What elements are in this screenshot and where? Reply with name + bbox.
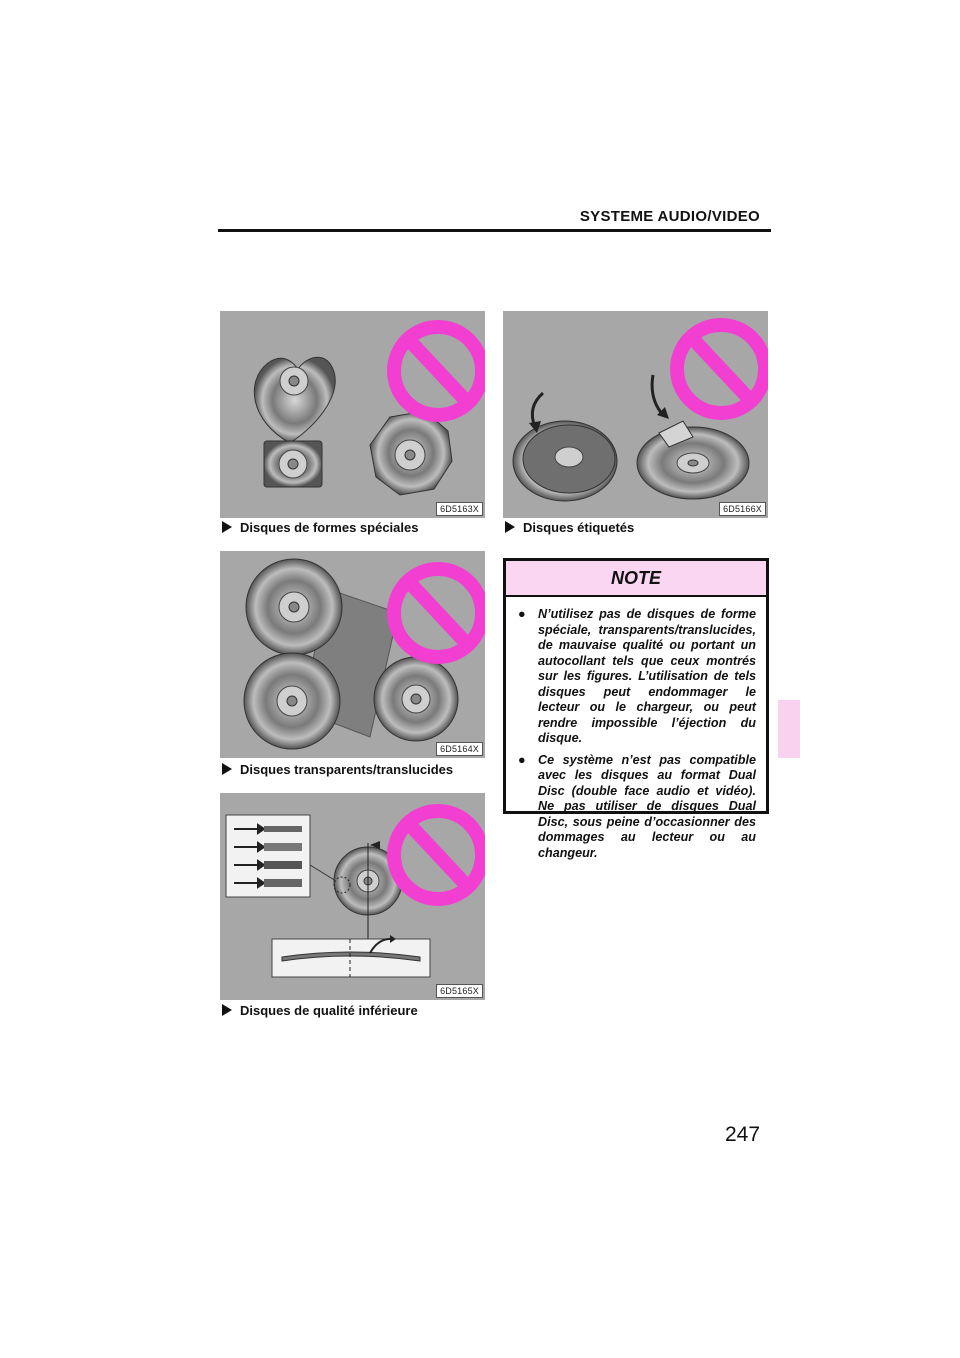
disc-image xyxy=(244,653,340,749)
prohibition-icon xyxy=(677,325,765,413)
figure-code: 6D5165X xyxy=(436,984,483,998)
note-list xyxy=(506,597,766,861)
figure-transparent-discs xyxy=(220,551,485,758)
caption-text: Disques de qualité inférieure xyxy=(240,1003,418,1018)
page-number: 247 xyxy=(725,1123,761,1146)
bullet-icon: ● xyxy=(518,752,526,767)
figure-labeled-discs xyxy=(503,311,768,518)
caption-text: Disques transparents/translucides xyxy=(240,762,454,777)
disc-image xyxy=(513,421,617,501)
figure-low-quality-discs xyxy=(220,793,485,1000)
section-title: SYSTEME AUDIO/VIDEO xyxy=(579,208,760,225)
bullet-icon: ● xyxy=(518,607,526,621)
figure-special-shape-discs xyxy=(220,311,485,518)
note-item-text: N’utilisez pas de disques de forme spéciale, transparents/translucides, de mauvaise qualité ou portant un autocollant tels que ceux montrés sur les figures. L’utilisation de tels disques peut endommager le lecteur ou le chargeur, ou peut rendre impossible l’éjection du disque. xyxy=(538,607,756,745)
figure-caption xyxy=(222,1003,418,1018)
note-item xyxy=(516,753,756,862)
disc-image xyxy=(374,657,458,741)
figure-caption xyxy=(505,520,634,535)
section-tab-marker xyxy=(778,700,800,758)
caption-text: Disques étiquetés xyxy=(523,520,635,535)
header-divider xyxy=(218,229,771,232)
disc-image xyxy=(637,421,749,499)
note-item-text: Ce système n’est pas compatible avec les disques au format Dual Disc (double face audio et vidéo). Ne pas utiliser de disques Dual Disc, sous peine d’occasionner des dommages au lecteur ou au changeur. xyxy=(538,752,756,860)
note-box xyxy=(503,558,769,860)
figure-code: 6D5164X xyxy=(436,742,483,756)
prohibition-icon xyxy=(394,811,482,899)
caption-arrow-icon xyxy=(222,763,232,775)
caption-text: Disques de formes spéciales xyxy=(240,520,419,535)
figure-code: 6D5166X xyxy=(719,502,766,516)
note-item xyxy=(516,607,756,747)
figure-caption xyxy=(222,520,418,535)
caption-arrow-icon xyxy=(222,521,232,533)
figure-code: 6D5163X xyxy=(436,502,483,516)
disc-image xyxy=(246,559,342,655)
caption-arrow-icon xyxy=(505,521,515,533)
prohibition-icon xyxy=(394,569,482,657)
figure-caption xyxy=(222,762,453,777)
caption-arrow-icon xyxy=(222,1004,232,1016)
prohibition-icon xyxy=(394,327,482,415)
note-title: NOTE xyxy=(506,561,766,597)
